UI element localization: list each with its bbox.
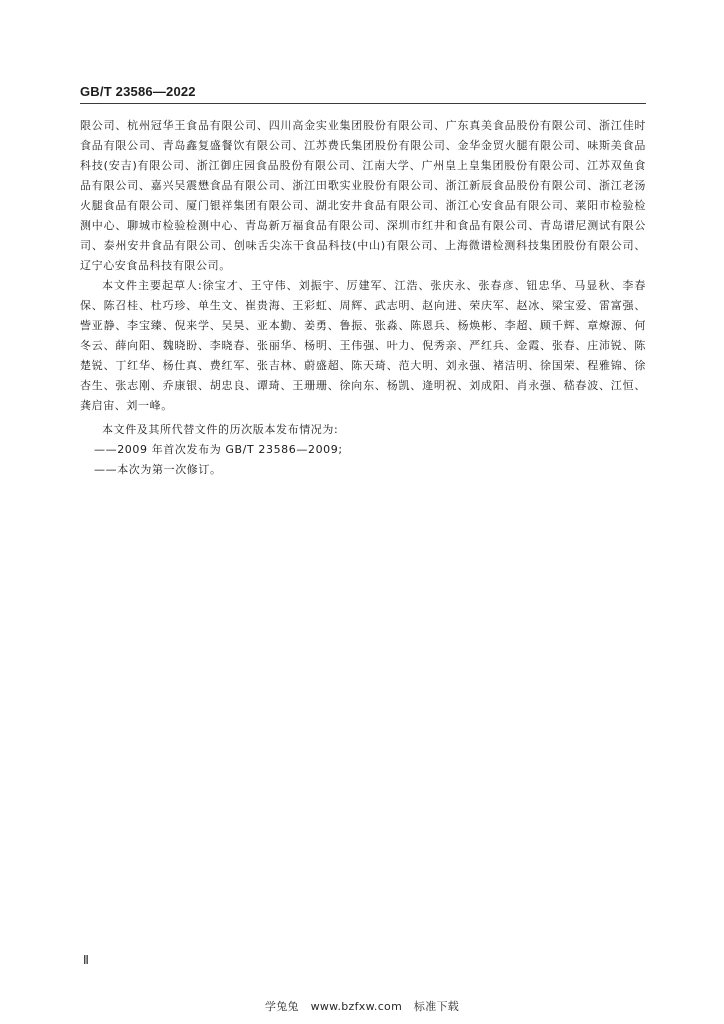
history-intro: 本文件及其所代替文件的历次版本发布情况为: (102, 423, 339, 436)
standard-code: GB/T 23586—2022 (80, 84, 196, 99)
footer-site-name: 学兔兔 (264, 1000, 299, 1013)
history-item-revision: ——本次为第一次修订。 (94, 463, 222, 476)
header-rule (80, 103, 646, 104)
page-number: Ⅱ (83, 953, 88, 967)
footer (0, 998, 724, 1014)
footer-url[interactable]: www.bzfxw.com (310, 1000, 403, 1013)
history-item-2009: ——2009 年首次发布为 GB/T 23586—2009; (94, 443, 343, 456)
footer-tagline: 标准下载 (413, 1000, 460, 1013)
body-text (80, 116, 646, 480)
drafters-paragraph: 本文件主要起草人:徐宝才、王守伟、刘振宇、厉建军、江浩、张庆永、张春彦、钮忠华、马显秋、李春保、陈召桂、杜巧珍、单生文、崔贵海、王彩虹、周辉、武志明、赵向进、荣庆军、赵冰、梁宝爱、雷富强、訾亚静、李宝臻、倪来学、吴昊、亚本勤、姜勇、鲁振、张淼、陈恩兵、杨焕彬、李超、顾千辉、章燎源、何冬云、薛向阳、魏晓盼、李晓春、张丽华、杨明、王伟强、叶力、倪秀亲、严红兵、金霞、张春、庄沛锐、陈楚锐、丁红华、杨仕真、费红军、张吉林、蔚盛超、陈天琦、范大明、刘永强、褚洁明、徐国荣、程雅锦、徐杏生、张志刚、乔康银、胡忠良、谭琦、王珊珊、徐向东、杨凯、逄明祝、刘成阳、肖永强、嵇春波、江恒、龚启宙、刘一峰。 (80, 279, 646, 412)
committee-paragraph: 限公司、杭州冠华王食品有限公司、四川高金实业集团股份有限公司、广东真美食品股份有限公司、浙江佳时食品有限公司、青岛鑫复盛餐饮有限公司、江苏费氏集团股份有限公司、金华金贸火腿有限公司、味斯美食品科技(安吉)有限公司、浙江御庄园食品股份有限公司、江南大学、广州皇上皇集团股份有限公司、江苏双鱼食品有限公司、嘉兴吴震懋食品有限公司、浙江田歌实业股份有限公司、浙江新辰食品股份有限公司、浙江老汤火腿食品有限公司、厦门银祥集团有限公司、湖北安井食品有限公司、浙江心安食品有限公司、莱阳市检验检测中心、聊城市检验检测中心、青岛新万福食品有限公司、深圳市红井和食品有限公司、青岛谱尼测试有限公司、泰州安井食品有限公司、创味舌尖冻干食品科技(中山)有限公司、上海微谱检测科技集团股份有限公司、辽宁心安食品科技有限公司。 (80, 119, 646, 272)
